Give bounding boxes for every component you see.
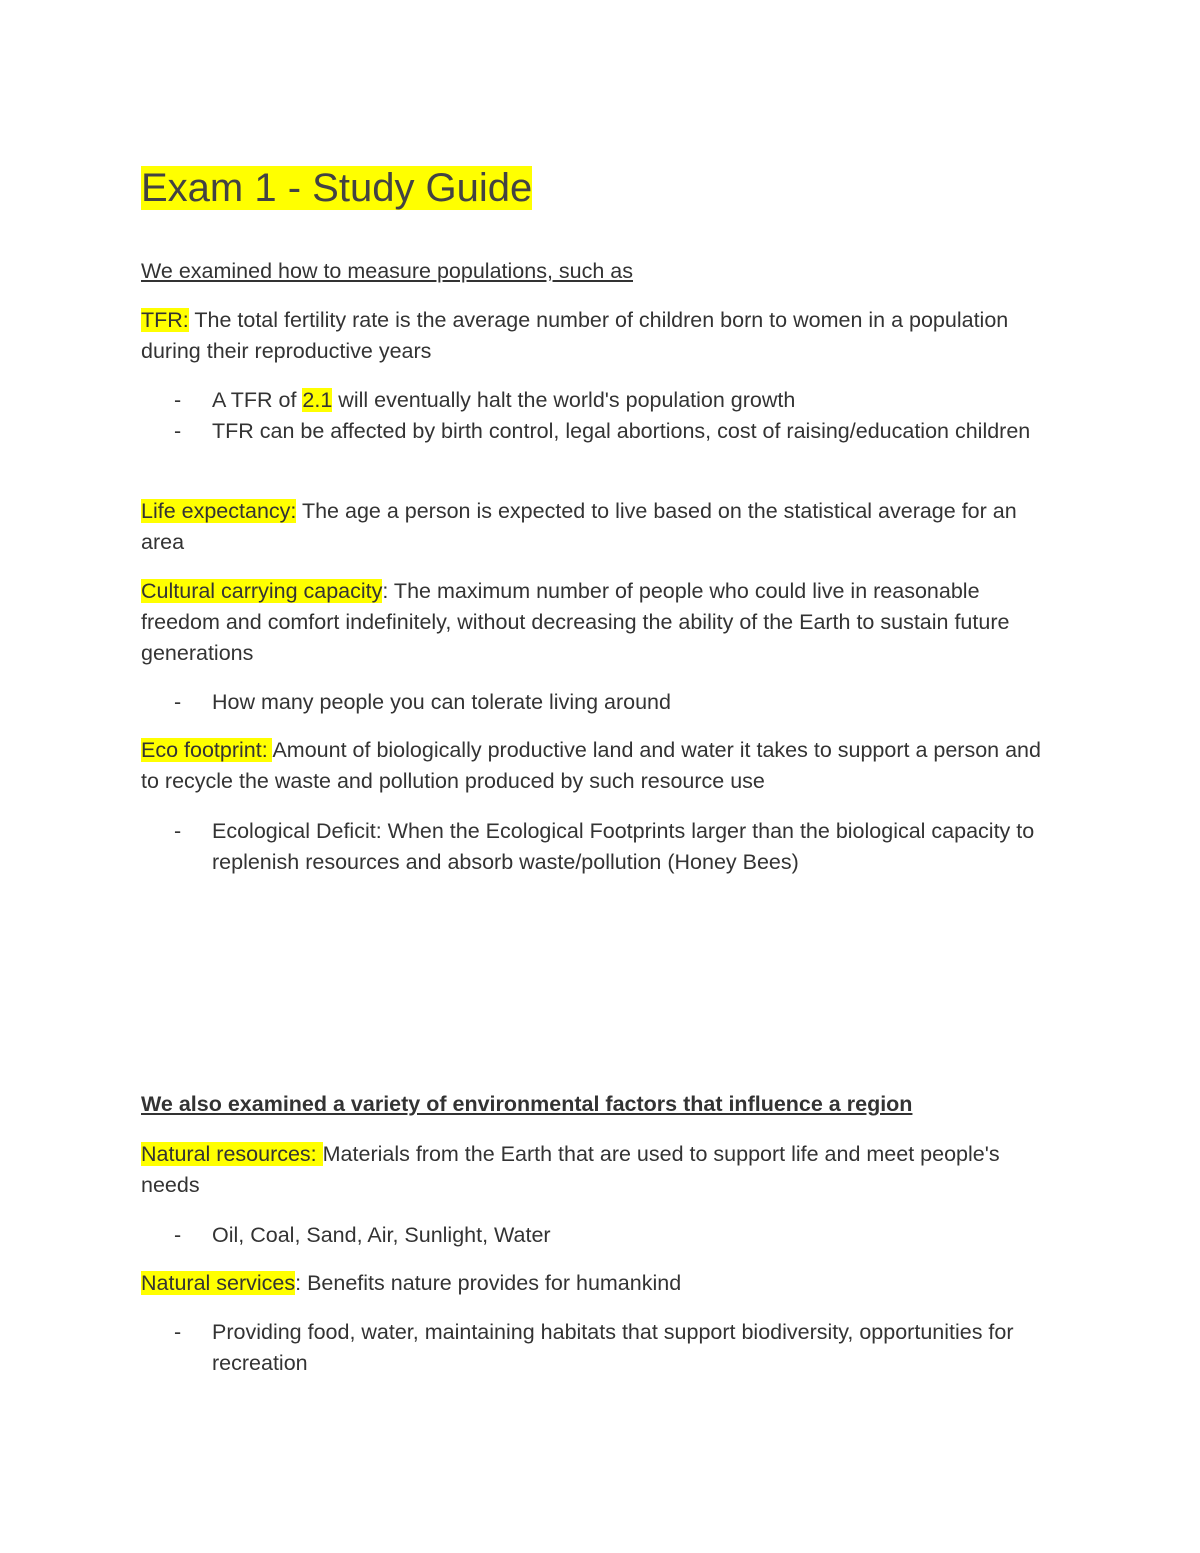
bullet-dash: - bbox=[174, 388, 182, 412]
natural-services-text: : Benefits nature provides for humankind bbox=[295, 1271, 682, 1295]
page-title bbox=[141, 164, 532, 212]
eco-bullet: Ecological Deficit: When the Ecological Footprints larger than the biological capacity to replenish resources and absorb waste/pollution (Honey Bees) bbox=[212, 819, 1035, 874]
tfr-value-highlight: 2.1 bbox=[302, 388, 333, 412]
eco-footprint-term: Eco footprint: bbox=[141, 738, 273, 762]
list-item bbox=[141, 1317, 1061, 1379]
natural-resources-text: Materials from the Earth that are used to support life and meet people's needs bbox=[141, 1142, 1000, 1197]
tfr-definition bbox=[141, 305, 1061, 367]
life-expectancy-text: The age a person is expected to live based on the statistical average for an area bbox=[141, 499, 1017, 554]
tfr-bullet-2: TFR can be affected by birth control, legal abortions, cost of raising/education children bbox=[212, 419, 1031, 443]
carrying-capacity-definition bbox=[141, 576, 1061, 669]
natural-services-definition bbox=[141, 1268, 1061, 1299]
life-expectancy-term: Life expectancy: bbox=[141, 499, 297, 523]
natural-resources-definition bbox=[141, 1139, 1061, 1201]
section2-heading: We also examined a variety of environmental factors that influence a region bbox=[141, 1092, 913, 1116]
bullet-dash: - bbox=[174, 819, 182, 843]
tfr-text: The total fertility rate is the average number of children born to women in a population during their reproductive years bbox=[141, 308, 1009, 363]
section1-heading: We examined how to measure populations, such as bbox=[141, 259, 633, 283]
list-item bbox=[141, 1220, 1061, 1251]
tfr-bullet-1 bbox=[212, 385, 1061, 416]
carrying-capacity-text: : The maximum number of people who could live in reasonable freedom and comfort indefinitely, without decreasing the ability of the Earth to sustain future generations bbox=[141, 579, 1010, 665]
bullet-dash: - bbox=[174, 690, 182, 714]
life-expectancy-definition bbox=[141, 496, 1061, 558]
bullet-text: will eventually halt the world's population growth bbox=[332, 388, 796, 412]
list-item bbox=[141, 385, 1061, 416]
title-highlight: Exam 1 - Study Guide bbox=[141, 166, 533, 210]
carrying-bullet: How many people you can tolerate living around bbox=[212, 690, 671, 714]
list-item bbox=[141, 416, 1061, 447]
services-bullet: Providing food, water, maintaining habitats that support biodiversity, opportunities for recreation bbox=[212, 1320, 1014, 1375]
natural-resources-term: Natural resources: bbox=[141, 1142, 323, 1166]
list-item bbox=[141, 816, 1061, 878]
natural-services-term: Natural services bbox=[141, 1271, 296, 1295]
eco-footprint-text: Amount of biologically productive land and water it takes to support a person and to recycle the waste and pollution produced by such resource use bbox=[141, 738, 1041, 793]
bullet-dash: - bbox=[174, 419, 182, 443]
bullet-dash: - bbox=[174, 1320, 182, 1344]
carrying-capacity-term: Cultural carrying capacity bbox=[141, 579, 383, 603]
tfr-term: TFR: bbox=[141, 308, 189, 332]
eco-footprint-definition bbox=[141, 735, 1061, 797]
bullet-text: A TFR of bbox=[212, 388, 303, 412]
list-item bbox=[141, 687, 1061, 718]
resources-bullet: Oil, Coal, Sand, Air, Sunlight, Water bbox=[212, 1223, 551, 1247]
bullet-dash: - bbox=[174, 1223, 182, 1247]
